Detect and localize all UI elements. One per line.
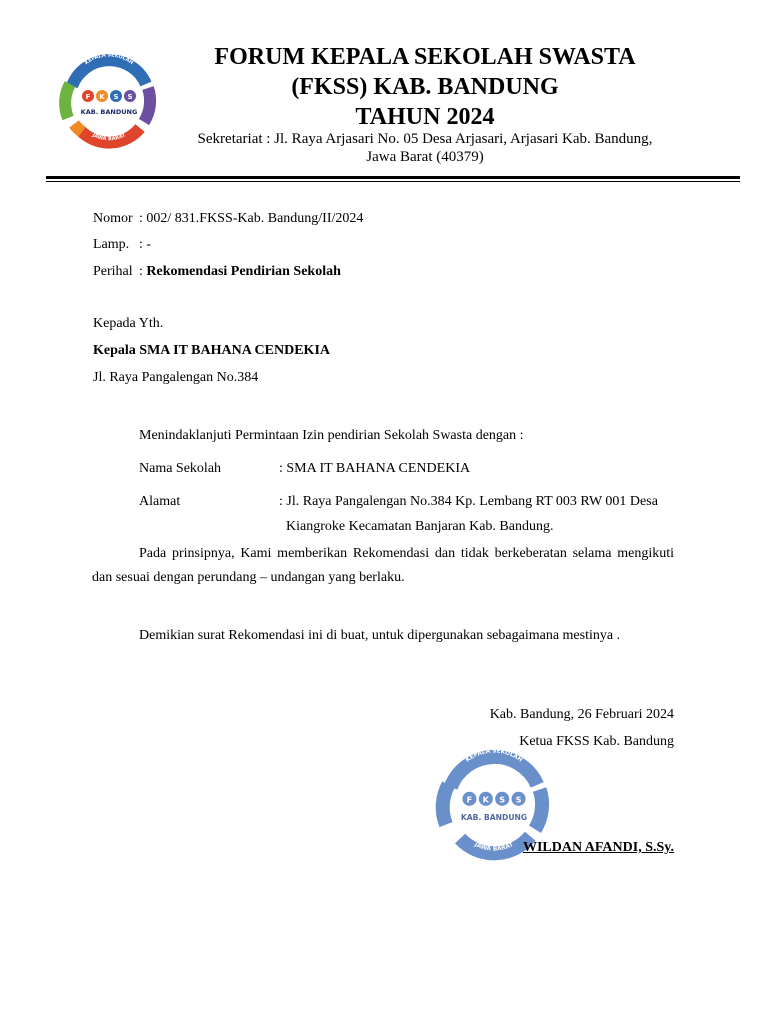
letterhead-address <box>170 130 680 166</box>
signature-place-date: Kab. Bandung, 26 Februari 2024 <box>489 707 674 722</box>
letterhead-title-year: TAHUN 2024 <box>355 104 495 130</box>
lamp-label: Lamp. <box>93 237 130 252</box>
body-principle-paragraph: Pada prinsipnya, Kami memberikan Rekomendasi dan tidak berkeberatan selama mengikuti dan sesuai dengan perundang – undangan yang berlaku. <box>92 546 674 585</box>
address-label: Alamat <box>139 494 181 509</box>
stamp-letter: S <box>515 794 522 805</box>
body-closing: Demikian surat Rekomendasi ini di buat, untuk dipergunakan sebagaimana mestinya . <box>139 628 621 643</box>
logo-bottom-arc-text: JAWA BARAT <box>91 132 127 143</box>
stamp-letter: S <box>499 794 506 805</box>
stamp-center-text: KAB. BANDUNG <box>460 812 528 822</box>
recipient-name: Kepala SMA IT BAHANA CENDEKIA <box>93 343 331 358</box>
perihal-label: Perihal <box>93 264 133 279</box>
address-line2: Jawa Barat (40379) <box>366 149 484 165</box>
logo-letter: S <box>113 93 119 101</box>
address-line1: Sekretariat : Jl. Raya Arjasari No. 05 Desa Arjasari, Arjasari Kab. Bandung, <box>197 131 653 147</box>
signature-name: WILDAN AFANDI, S.Sy. <box>522 840 674 855</box>
lamp-value: : - <box>139 237 152 252</box>
stamp-right-arc-text: SWASTA <box>546 783 556 813</box>
logo-letter: K <box>99 93 105 101</box>
perihal-colon: : <box>139 264 147 279</box>
stamp-letter: F <box>466 794 473 805</box>
nomor-value: : 002/ 831.FKSS-Kab. Bandung/II/2024 <box>139 211 364 226</box>
stamp-top-arc-text: KEPALA SEKOLAH <box>464 748 524 764</box>
logo-left-arc-text: FORUM <box>54 85 63 108</box>
address-value-line2: Kiangroke Kecamatan Banjaran Kab. Bandung. <box>286 519 554 534</box>
school-label: Nama Sekolah <box>139 461 222 476</box>
nomor-label: Nomor <box>93 211 133 226</box>
logo-top-arc-text: KEPALA SEKOLAH <box>83 52 135 67</box>
signature-position: Ketua FKSS Kab. Bandung <box>519 734 674 749</box>
logo-letter: F <box>85 93 91 101</box>
recipient-greeting: Kepada Yth. <box>93 316 164 331</box>
letterhead-title-line1: FORUM KEPALA SEKOLAH SWASTA <box>214 44 636 70</box>
address-value-line1: : Jl. Raya Pangalengan No.384 Kp. Lembang RT 003 RW 001 Desa <box>279 494 658 509</box>
body-intro: Menindaklanjuti Permintaan Izin pendirian Sekolah Swasta dengan : <box>139 428 524 443</box>
fkss-logo <box>52 44 166 150</box>
letterhead-title-line2: (FKSS) KAB. BANDUNG <box>291 74 559 100</box>
letterhead-divider-thick <box>46 176 740 179</box>
perihal-line <box>139 263 341 281</box>
school-value: : SMA IT BAHANA CENDEKIA <box>279 461 471 476</box>
stamp-bottom-arc-text: JAWA BARAT <box>473 841 515 853</box>
stamp-letter: K <box>482 794 489 805</box>
recipient-address: Jl. Raya Pangalengan No.384 <box>93 370 259 385</box>
logo-right-arc-text: SWASTA <box>153 82 162 108</box>
logo-letter: S <box>127 93 133 101</box>
stamp-left-arc-text: FORUM <box>430 786 439 813</box>
perihal-value: Rekomendasi Pendirian Sekolah <box>146 264 341 279</box>
letterhead-divider-thin <box>46 181 740 182</box>
logo-center-text: KAB. BANDUNG <box>80 108 138 116</box>
